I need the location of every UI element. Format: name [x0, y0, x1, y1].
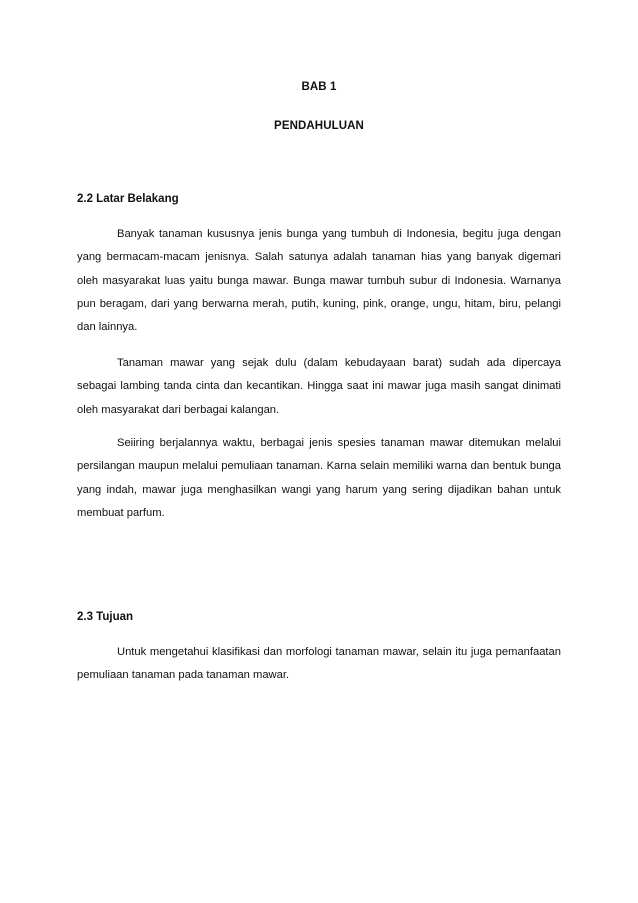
chapter-label	[0, 81, 638, 93]
paragraph-latar-belakang-3: Seiiring berjalannya waktu, berbagai jenis spesies tanaman mawar ditemukan melalui persilangan maupun melalui pemuliaan tanaman. Karna selain memiliki warna dan bentuk bunga yang indah, mawar juga menghasilkan wangi yang harum yang sering dijadikan bahan untuk membuat parfum.	[77, 437, 561, 519]
section-heading-tujuan: 2.3 Tujuan	[77, 611, 134, 623]
chapter-title	[0, 120, 638, 132]
paragraph-tujuan-1: Untuk mengetahui klasifikasi dan morfologi tanaman mawar, selain itu juga pemanfaatan pemuliaan tanaman pada tanaman mawar.	[77, 646, 561, 682]
paragraph-latar-belakang-1: Banyak tanaman kususnya jenis bunga yang tumbuh di Indonesia, begitu juga dengan yang bermacam-macam jenisnya. Salah satunya adalah tanaman hias yang banyak digemari oleh masyarakat luas yaitu bunga mawar. Bunga mawar tumbuh subur di Indonesia. Warnanya pun beragam, dari yang berwarna merah, putih, kuning, pink, orange, ungu, hitam, biru, pelangi dan lainnya.	[77, 228, 561, 334]
paragraph-latar-belakang-2: Tanaman mawar yang sejak dulu (dalam kebudayaan barat) sudah ada dipercaya sebagai lambing tanda cinta dan kecantikan. Hingga saat ini mawar juga masih sangat dinimati oleh masyarakat dari berbagai kalangan.	[77, 357, 561, 416]
chapter-title-text: PENDAHULUAN	[274, 120, 364, 132]
chapter-label-text: BAB 1	[301, 81, 337, 93]
section-heading-latar-belakang: 2.2 Latar Belakang	[77, 193, 179, 205]
